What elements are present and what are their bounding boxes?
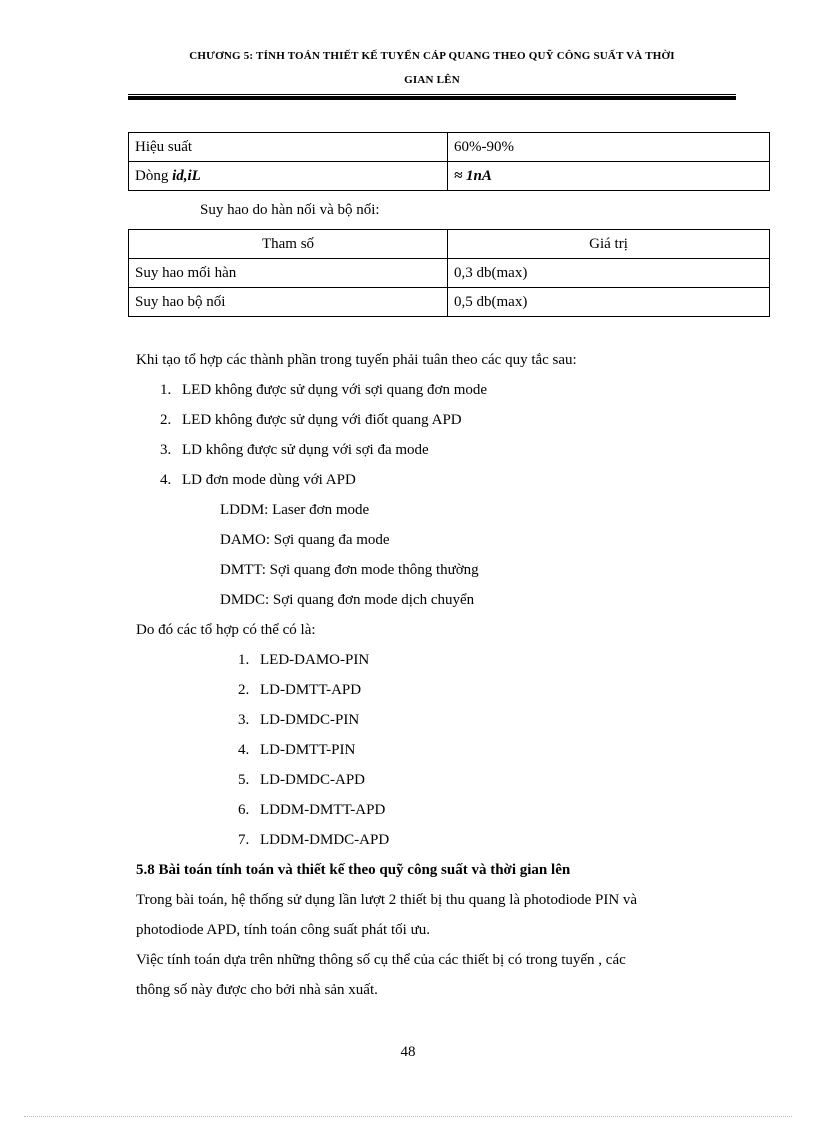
header-rule-thick <box>128 96 736 100</box>
list-text: LED-DAMO-PIN <box>260 652 370 668</box>
abbreviation-item: LDDM: Laser đơn mode <box>220 502 370 518</box>
list-item <box>160 470 356 490</box>
list-number: 7. <box>238 832 250 848</box>
list-text: LED không được sử dụng với điốt quang APD <box>182 412 462 428</box>
table-cell: 0,3 db(max) <box>448 259 770 288</box>
table-cell: 0,5 db(max) <box>448 288 770 317</box>
paragraph-line: Việc tính toán dựa trên những thông số cụ thể của các thiết bị có trong tuyến , các <box>136 952 626 968</box>
header-line-2: GIAN LÊN <box>404 74 460 86</box>
paragraph-line: thông số này được cho bởi nhà sản xuất. <box>136 982 378 998</box>
header-rule-thin <box>128 94 736 95</box>
page-bottom-divider <box>24 1116 792 1117</box>
list-item <box>238 740 355 760</box>
table-cell: ≈ 1nA <box>448 162 770 191</box>
list-number: 6. <box>238 802 250 818</box>
list-number: 2. <box>238 682 250 698</box>
table-cell <box>129 162 448 191</box>
list-number: 4. <box>238 742 250 758</box>
list-text: LDDM-DMDC-APD <box>260 832 390 848</box>
paragraph-line: photodiode APD, tính toán công suất phát tối ưu. <box>136 922 430 938</box>
abbreviation-item: DMTT: Sợi quang đơn mode thông thường <box>220 562 479 578</box>
list-number: 1. <box>238 652 250 668</box>
list-item <box>160 410 462 430</box>
loss-table <box>128 229 770 317</box>
paragraph-line: Trong bài toán, hệ thống sử dụng lần lượt 2 thiết bị thu quang là photodiode PIN và <box>136 892 638 908</box>
list-item <box>238 830 389 850</box>
table-cell: Hiệu suất <box>129 133 448 162</box>
list-item <box>238 710 359 730</box>
table-cell: 60%-90% <box>448 133 770 162</box>
table-row <box>129 133 770 162</box>
table-header-row <box>129 230 770 259</box>
table-cell: Suy hao mối hàn <box>129 259 448 288</box>
list-text: LD-DMDC-APD <box>260 772 365 788</box>
combos-intro: Do đó các tổ hợp có thể có là: <box>136 622 316 638</box>
table-row <box>129 288 770 317</box>
abbreviation-item: DAMO: Sợi quang đa mode <box>220 532 390 548</box>
header-line-1: CHƯƠNG 5: TÍNH TOÁN THIẾT KẾ TUYẾN CÁP QUANG THEO QUỸ CÔNG SUẤT VÀ THỜI <box>189 50 675 62</box>
list-number: 2. <box>160 412 172 428</box>
list-number: 5. <box>238 772 250 788</box>
list-text: LED không được sử dụng với sợi quang đơn mode <box>182 382 488 398</box>
table-row <box>129 162 770 191</box>
table2-caption: Suy hao do hàn nối và bộ nối: <box>200 202 380 218</box>
table-header-cell: Tham số <box>129 230 448 259</box>
rules-intro: Khi tạo tổ hợp các thành phần trong tuyến phải tuân theo các quy tắc sau: <box>136 352 577 368</box>
list-item <box>238 680 361 700</box>
page-header <box>128 44 736 92</box>
receiver-spec-table <box>128 132 770 191</box>
page-number: 48 <box>400 1044 416 1060</box>
section-heading: 5.8 Bài toán tính toán và thiết kế theo quỹ công suất và thời gian lên <box>136 862 571 878</box>
list-number: 3. <box>160 442 172 458</box>
list-item <box>238 800 385 820</box>
list-number: 3. <box>238 712 250 728</box>
table-row <box>129 259 770 288</box>
math-symbol: id,iL <box>172 167 201 184</box>
param-prefix: Dòng <box>135 167 169 184</box>
abbreviation-item: DMDC: Sợi quang đơn mode dịch chuyển <box>220 592 475 608</box>
list-text: LD-DMTT-APD <box>260 682 362 698</box>
list-text: LD-DMTT-PIN <box>260 742 356 758</box>
table-header-cell: Giá trị <box>448 230 770 259</box>
list-text: LD không được sử dụng với sợi đa mode <box>182 442 429 458</box>
list-text: LD đơn mode dùng với APD <box>182 472 356 488</box>
list-text: LDDM-DMTT-APD <box>260 802 386 818</box>
list-item <box>238 650 369 670</box>
list-item <box>160 380 487 400</box>
list-item <box>238 770 365 790</box>
list-number: 1. <box>160 382 172 398</box>
list-text: LD-DMDC-PIN <box>260 712 360 728</box>
list-number: 4. <box>160 472 172 488</box>
table-cell: Suy hao bộ nối <box>129 288 448 317</box>
list-item <box>160 440 429 460</box>
